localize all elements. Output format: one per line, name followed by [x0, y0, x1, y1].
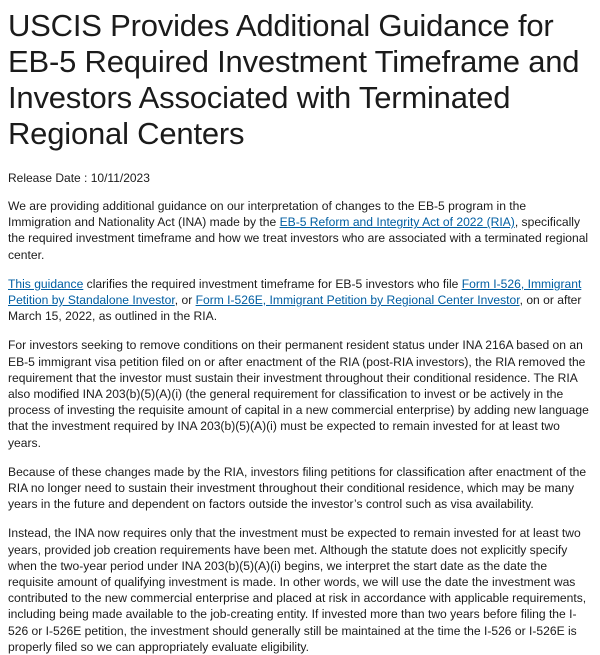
- page-title: USCIS Provides Additional Guidance for EB-5 Required Investment Timeframe and Investors Associated with Terminated Regional Centers: [8, 8, 580, 151]
- paragraph-intro: [8, 198, 592, 263]
- release-date-label: Release Date :: [8, 171, 88, 185]
- form-i526e-link[interactable]: Form I-526E, Immigrant Petition by Regional Center Investor: [195, 293, 520, 308]
- paragraph-guidance: [8, 276, 592, 325]
- paragraph-conditions: For investors seeking to remove conditions on their permanent resident status under INA 216A based on an EB-5 immigrant visa petition filed on or after enactment of the RIA (post-RIA investors), the RIA removed the requirement that the investor must sustain their investment throughout their conditional residence. The RIA also modified INA 203(b)(5)(A)(i) (the general requirement for classification to invest or be actively in the process of investing the requisite amount of capital in a new commercial enterprise) by adding new language that the investment required by INA 203(b)(5)(A)(i) must be expected to remain invested for at least two years.: [8, 338, 589, 450]
- paragraph-changes: Because of these changes made by the RIA, investors filing petitions for classification after enactment of the RIA no longer need to sustain their investment throughout their conditional residence, which may be many years in the future and dependent on factors outside the investor’s control such as visa availability.: [8, 464, 587, 512]
- paragraph-intro-text-2: , specifically the required investment timeframe and how we treat investors who are associated with a terminated regional center.: [8, 215, 589, 262]
- release-date: [8, 170, 592, 186]
- this-guidance-link[interactable]: This guidance: [8, 276, 84, 291]
- paragraph-timeframe: Instead, the INA now requires only that the investment must be expected to remain invested for at least two years, provided job creation requirements have been met. Although the statute does not explicitly specify when the two-year period under INA 203(b)(5)(A)(i) begins, we interpret the start date as the date the requisite amount of qualifying investment is made. In other words, we will use the date the investment was contributed to the new commercial enterprise and placed at risk in accordance with applicable requirements, including being made available to the job-creating entity. If invested more than two years before filing the I-526 or I-526E petition, the investment should generally still be maintained at the time the I-526 or I-526E is properly filed so we can appropriately evaluate eligibility.: [8, 526, 587, 654]
- paragraph-intro-text-1: We are providing additional guidance on our interpretation of changes to the EB-5 program in the Immigration and Nationality Act (INA) made by the: [8, 199, 527, 230]
- form-i526-link[interactable]: Form I-526, Immigrant Petition by Standalone Investor: [8, 276, 582, 308]
- paragraph-guidance-text-3: , on or after March 15, 2022, as outlined in the RIA.: [8, 293, 582, 324]
- release-date-value: 10/11/2023: [90, 171, 150, 185]
- paragraph-guidance-text-1: clarifies the required investment timeframe for EB-5 investors who file: [83, 276, 462, 291]
- ria-link[interactable]: EB-5 Reform and Integrity Act of 2022 (RIA): [279, 215, 515, 230]
- paragraph-guidance-text-2: , or: [174, 293, 196, 308]
